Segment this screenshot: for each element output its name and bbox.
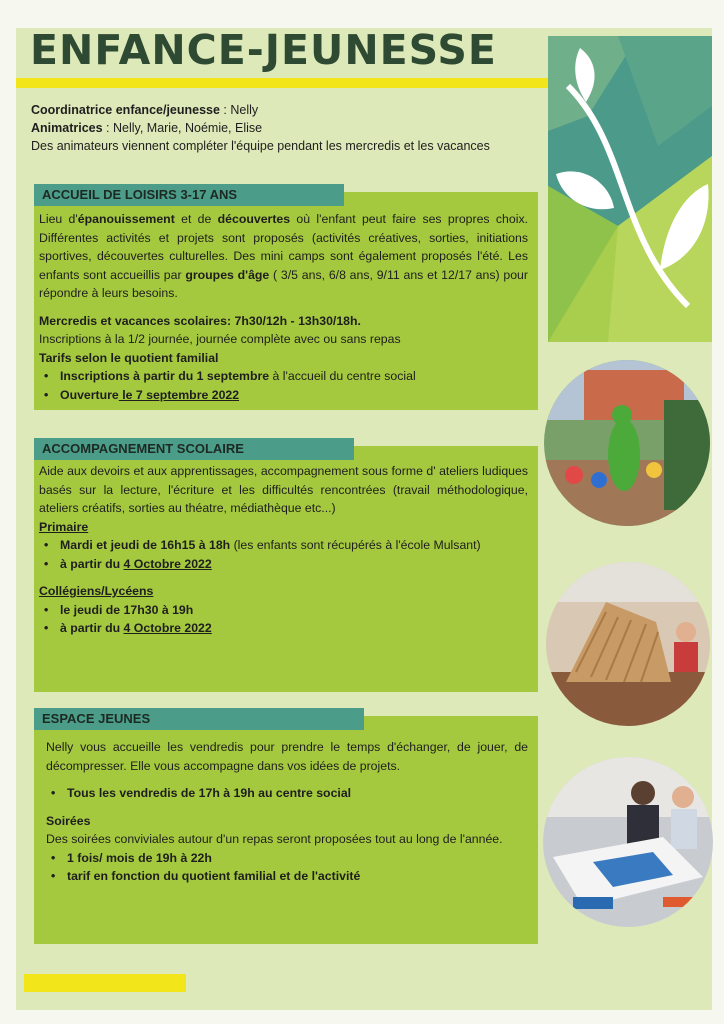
list-item: • Tous les vendredis de 17h à 19h au centre social — [64, 784, 528, 803]
coordinator-label: Coordinatrice enfance/jeunesse — [31, 103, 220, 117]
loisirs-schedule: Mercredis et vacances scolaires: 7h30/12h - 13h30/18h. — [39, 313, 361, 328]
photo-board-game — [543, 757, 713, 927]
section-jeunes-heading: ESPACE JEUNES — [34, 708, 364, 730]
soirees-bullets — [46, 849, 528, 886]
page-title: ENFANCE-JEUNESSE — [30, 26, 497, 74]
section-loisirs-body — [39, 210, 528, 404]
photo-wooden-blocks — [546, 562, 710, 726]
jeunes-description: Nelly vous accueille les vendredis pour prendre le temps d'échanger, de jouer, de décompresser. Elle vous accompagne dans vos idées de projets. — [46, 740, 528, 773]
photo-dinosaur-playground — [544, 360, 710, 526]
leaf-decoration — [548, 36, 712, 342]
college-bullets — [39, 601, 528, 638]
section-scolaire-body — [39, 462, 528, 638]
animators-label: Animatrices — [31, 121, 107, 135]
team-note: Des animateurs viennent compléter l'équipe pendant les mercredis et les vacances — [31, 139, 490, 153]
section-loisirs — [34, 187, 538, 410]
section-scolaire — [34, 441, 538, 692]
bottom-accent-bar — [24, 974, 186, 992]
scolaire-description: Aide aux devoirs et aux apprentissages, accompagnement sous forme d' ateliers ludiques basés sur la lecture, l'écriture et les difficultés rencontrées (travail méthodologique, ateliers créatifs, sorties au théatre, médiathèque etc...) — [39, 464, 528, 515]
list-item: • tarif en fonction du quotient familial et de l'activité — [64, 867, 528, 886]
list-item: • à partir du 4 Octobre 2022 — [57, 555, 528, 574]
intro-block — [31, 101, 541, 155]
title-underline-bar — [16, 78, 548, 88]
section-loisirs-heading: ACCUEIL DE LOISIRS 3-17 ANS — [34, 184, 344, 206]
section-jeunes — [34, 711, 538, 944]
loisirs-tarifs: Tarifs selon le quotient familial — [39, 350, 219, 365]
animators-line — [31, 119, 541, 137]
section-scolaire-heading: ACCOMPAGNEMENT SCOLAIRE — [34, 438, 354, 460]
list-item: • le jeudi de 17h30 à 19h — [57, 601, 528, 620]
list-item: • Mardi et jeudi de 16h15 à 18h (les enfants sont récupérés à l'école Mulsant) — [57, 536, 528, 555]
primaire-label: Primaire — [39, 519, 89, 534]
list-item: • à partir du 4 Octobre 2022 — [57, 619, 528, 638]
animators-value: : Nelly, Marie, Noémie, Elise — [106, 121, 263, 135]
loisirs-description: Lieu d'épanouissement et de découvertes où l'enfant peut faire ses propres choix. Différentes activités et projets sont proposés (activités créatives, sorties, initiations sportives, découvertes culturelles. Des mini camps sont également proposés l'été. Les enfants sont accueillis par groupes d'âge ( 3/5 ans, 6/8 ans, 9/11 ans et 12/17 ans) pour répondre à leurs besoins. — [39, 212, 529, 300]
section-jeunes-body — [46, 738, 528, 886]
soirees-description: Des soirées conviviales autour d'un repas seront proposées tout au long de l'année. — [46, 832, 503, 846]
loisirs-bullets — [39, 367, 528, 404]
list-item: • Inscriptions à partir du 1 septembre à l'accueil du centre social — [57, 367, 528, 386]
leaf-decoration-graphic — [548, 36, 712, 342]
jeunes-bullets — [46, 784, 528, 803]
loisirs-inscription-note: Inscriptions à la 1/2 journée, journée complète avec ou sans repas — [39, 332, 401, 346]
list-item: • Ouverture le 7 septembre 2022 — [57, 386, 528, 405]
list-item: • 1 fois/ mois de 19h à 22h — [64, 849, 528, 868]
college-label: Collégiens/Lycéens — [39, 584, 154, 598]
primaire-bullets — [39, 536, 528, 573]
soirees-label: Soirées — [46, 813, 91, 828]
coordinator-value: : Nelly — [219, 103, 259, 117]
coordinator-line — [31, 101, 541, 119]
